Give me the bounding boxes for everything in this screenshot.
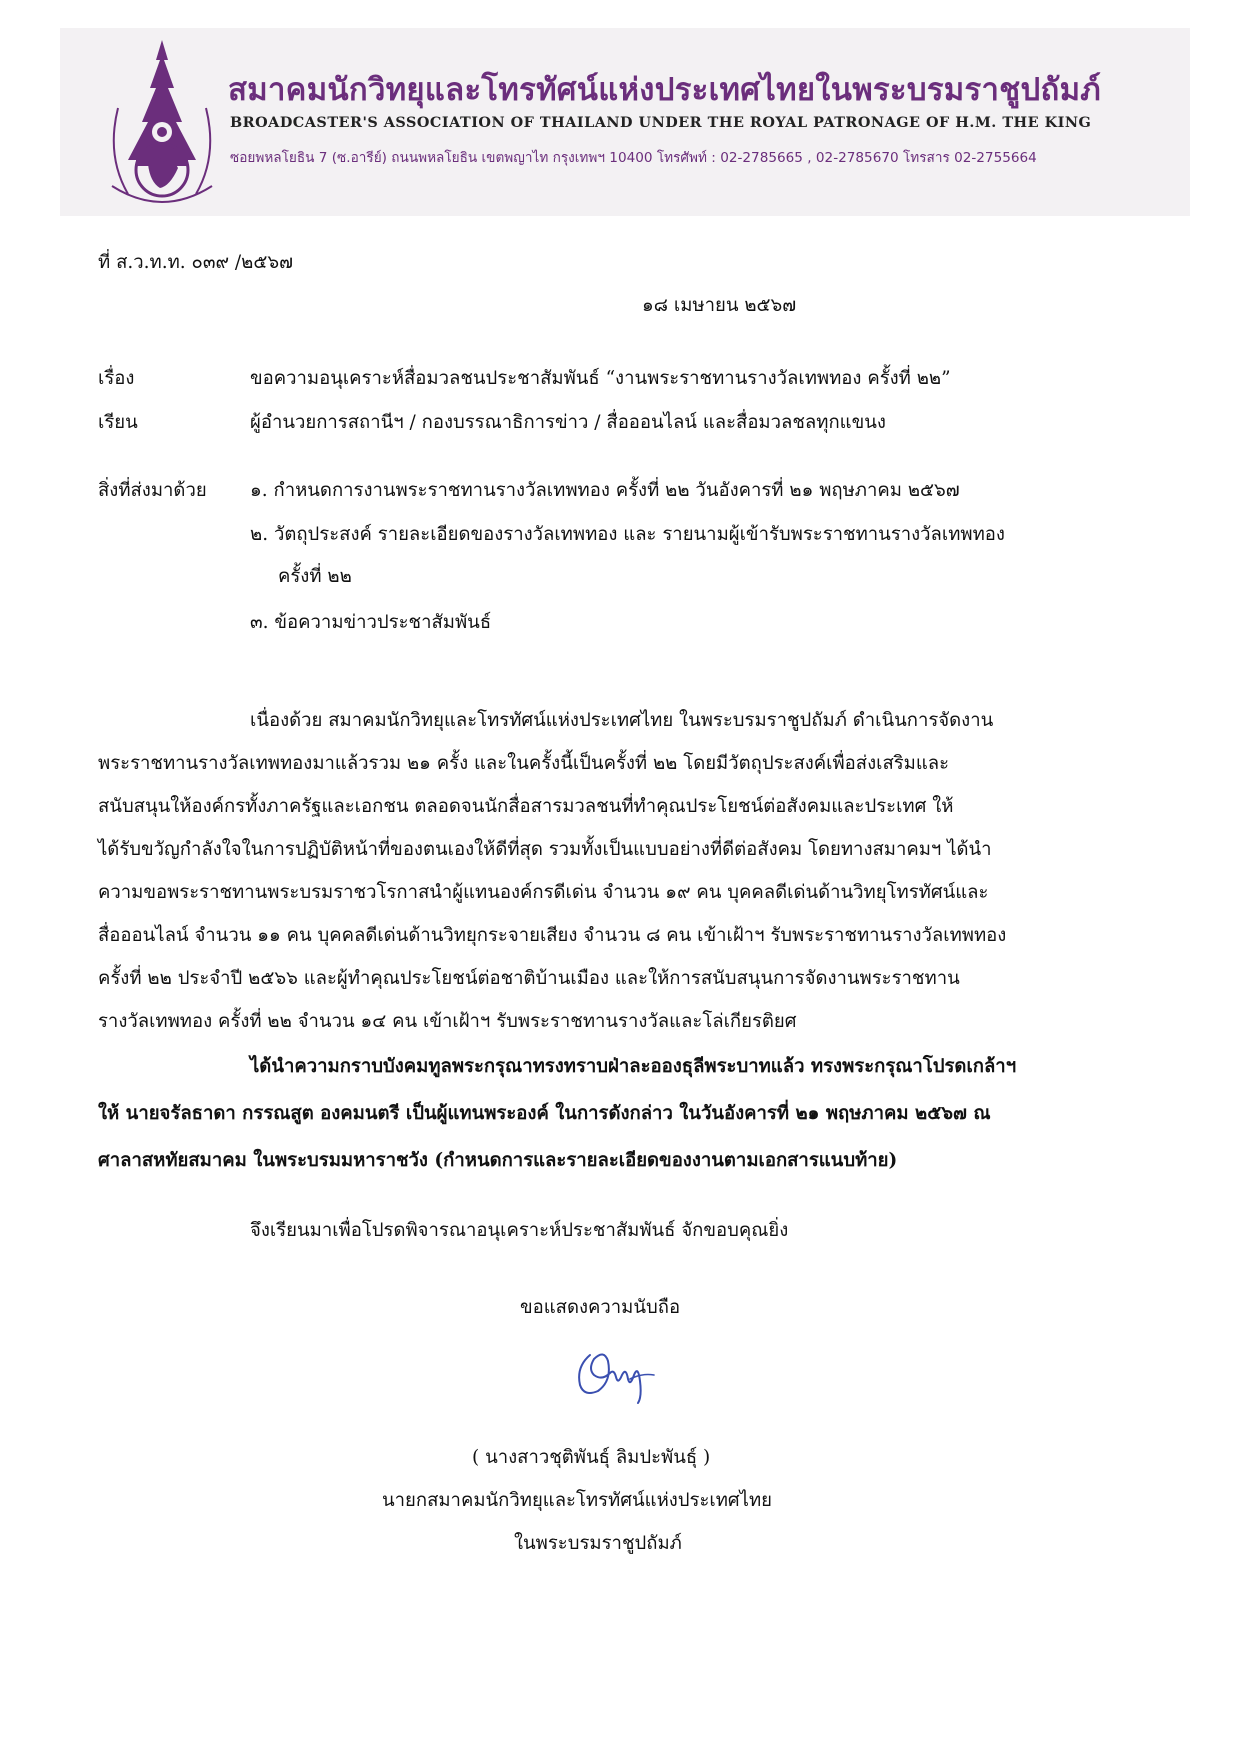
subject-text: ขอความอนุเคราะห์สื่อมวลชนประชาสัมพันธ์ “งานพระราชทานรางวัลเทพทอง ครั้งที่ ๒๒” [250,368,951,389]
signatory-title: นายกสมาคมนักวิทยุและโทรทัศน์แห่งประเทศไทย [382,1490,773,1511]
body-line: รางวัลเทพทอง ครั้งที่ ๒๒ จำนวน ๑๔ คน เข้าเฝ้าฯ รับพระราชทานรางวัลและโล่เกียรติยศ [98,1011,797,1032]
body-bold-line: ให้ นายจรัลธาดา กรรณสูต องคมนตรี เป็นผู้แทนพระองค์ ในการดังกล่าว ในวันอังคารที่ ๒๑ พฤษภาคม ๒๕๖๗ ณ [98,1103,991,1124]
handwritten-signature-icon [568,1345,664,1405]
body-line: พระราชทานรางวัลเทพทองมาแล้วรวม ๒๑ ครั้ง และในครั้งนี้เป็นครั้งที่ ๒๒ โดยมีวัตถุประสงค์เพื่อส่งเสริมและ [98,753,950,774]
org-name-thai: สมาคมนักวิทยุและโทรทัศน์แห่งประเทศไทยในพระบรมราชูปถัมภ์ [228,72,1102,108]
royal-crest-icon [98,36,226,212]
recipient-label: เรียน [98,412,138,433]
signatory-title-patronage: ในพระบรมราชูปถัมภ์ [514,1533,682,1554]
enclosure-item: ๒. วัตถุประสงค์ รายละเอียดของรางวัลเทพทอง และ รายนามผู้เข้ารับพระราชทานรางวัลเทพทอง [250,524,1005,545]
subject-label: เรื่อง [98,368,135,389]
closing-line: จึงเรียนมาเพื่อโปรดพิจารณาอนุเคราะห์ประชาสัมพันธ์ จักขอบคุณยิ่ง [250,1220,789,1241]
letter-date: ๑๘ เมษายน ๒๕๖๗ [642,295,797,316]
body-line: เนื่องด้วย สมาคมนักวิทยุและโทรทัศน์แห่งประเทศไทย ในพระบรมราชูปถัมภ์ ดำเนินการจัดงาน [250,710,994,731]
recipient-text: ผู้อำนวยการสถานีฯ / กองบรรณาธิการข่าว / สื่อออนไลน์ และสื่อมวลชลทุกแขนง [250,412,886,433]
enclosure-item-continuation: ครั้งที่ ๒๒ [278,566,352,587]
org-address: ซอยพหลโยธิน 7 (ซ.อารีย์) ถนนพหลโยธิน เขตพญาไท กรุงเทพฯ 10400 โทรศัพท์ : 02-2785665 , 02-2785670 โทรสาร 02-2755664 [230,150,1037,166]
enclosure-item: ๑. กำหนดการงานพระราชทานรางวัลเทพทอง ครั้งที่ ๒๒ วันอังคารที่ ๒๑ พฤษภาคม ๒๕๖๗ [250,480,960,501]
body-line: ความขอพระราชทานพระบรมราชวโรกาสนำผู้แทนองค์กรดีเด่น จำนวน ๑๙ คน บุคคลดีเด่นด้านวิทยุโทรทัศน์และ [98,882,989,903]
org-name-english: BROADCASTER'S ASSOCIATION OF THAILAND UNDER THE ROYAL PATRONAGE OF H.M. THE KING [230,114,1092,131]
reference-number: ที่ ส.ว.ท.ท. ๐๓๙ /๒๕๖๗ [98,252,293,273]
letterhead [60,28,1190,216]
body-line: ครั้งที่ ๒๒ ประจำปี ๒๕๖๖ และผู้ทำคุณประโยชน์ต่อชาติบ้านเมือง และให้การสนับสนุนการจัดงานพระราชทาน [98,968,960,989]
enclosure-item: ๓. ข้อความข่าวประชาสัมพันธ์ [250,612,492,633]
signatory-name: ( นางสาวชุติพันธุ์ ลิมปะพันธุ์ ) [472,1447,711,1468]
enclosures-label: สิ่งที่ส่งมาด้วย [98,480,207,501]
body-line: สื่อออนไลน์ จำนวน ๑๑ คน บุคคลดีเด่นด้านวิทยุกระจายเสียง จำนวน ๘ คน เข้าเฝ้าฯ รับพระราชทานรางวัลเทพทอง [98,925,1007,946]
body-bold-line: ได้นำความกราบบังคมทูลพระกรุณาทรงทราบฝ่าละอองธุลีพระบาทแล้ว ทรงพระกรุณาโปรดเกล้าฯ [250,1056,1017,1077]
body-bold-line: ศาลาสหทัยสมาคม ในพระบรมมหาราชวัง (กำหนดการและรายละเอียดของงานตามเอกสารแนบท้าย) [98,1150,898,1171]
body-line: สนับสนุนให้องค์กรทั้งภาครัฐและเอกชน ตลอดจนนักสื่อสารมวลชนที่ทำคุณประโยชน์ต่อสังคมและประเทศ ให้ [98,796,954,817]
body-line: ได้รับขวัญกำลังใจในการปฏิบัติหน้าที่ของตนเองให้ดีที่สุด รวมทั้งเป็นแบบอย่างที่ดีต่อสังคม โดยทางสมาคมฯ ได้นำ [98,839,992,860]
regards: ขอแสดงความนับถือ [520,1297,681,1318]
